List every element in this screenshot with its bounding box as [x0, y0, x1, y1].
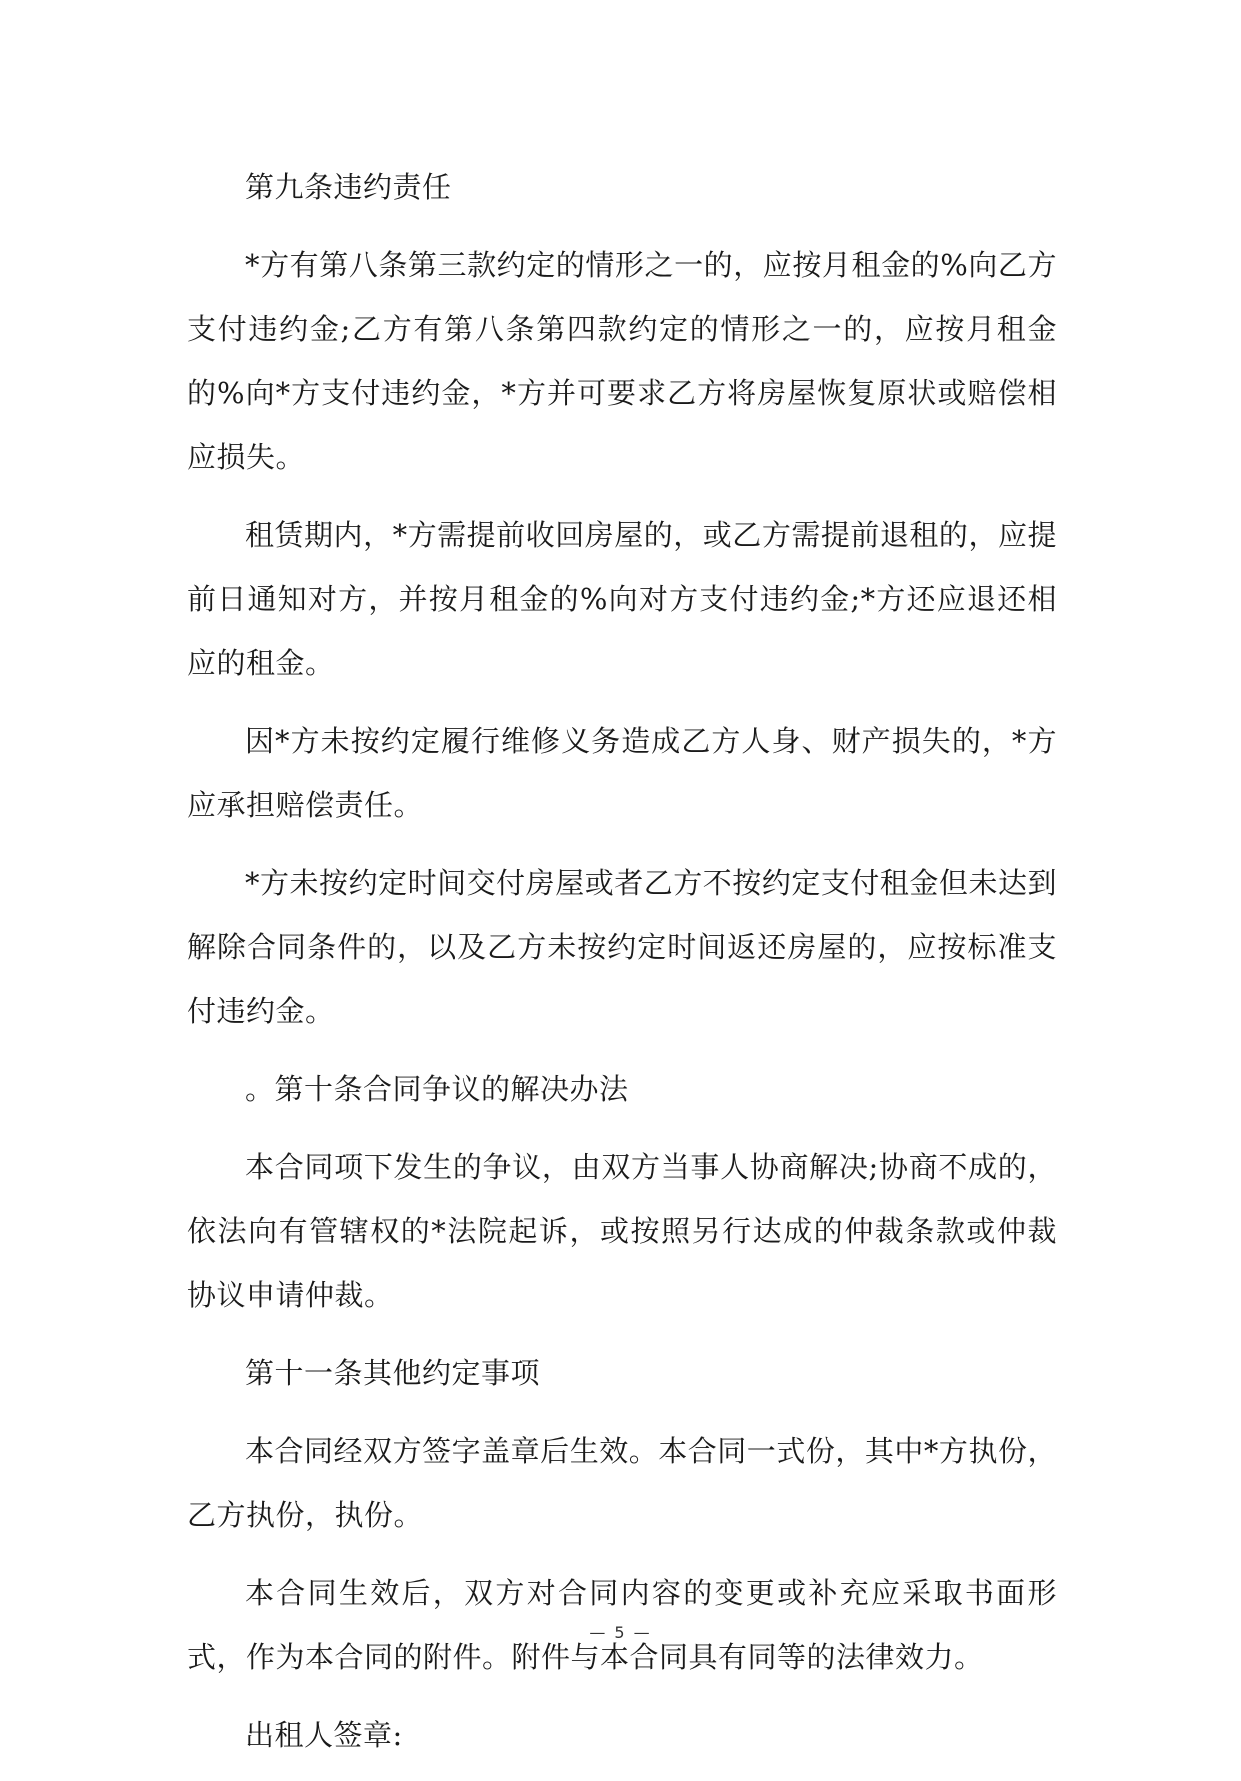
lessor-signature-label: 出租人签章:	[245, 1718, 403, 1752]
paragraph-penalty-clause: *方有第八条第三款约定的情形之一的，应按月租金的%向乙方支付违约金;乙方有第八条第四款约定的情形之一的，应按月租金的%向*方支付违约金，*方并可要求乙方将房屋恢复原状或赔偿相应损失。	[187, 248, 1057, 474]
paragraph-dispute-resolution: 本合同项下发生的争议，由双方当事人协商解决;协商不成的，依法向有管辖权的*法院起诉，或按照另行达成的仲裁条款或仲裁协议申请仲裁。	[187, 1150, 1057, 1312]
document-body	[187, 155, 1057, 1781]
paragraph-maintenance-liability: 因*方未按约定履行维修义务造成乙方人身、财产损失的，*方应承担赔偿责任。	[187, 724, 1057, 822]
paragraph-early-termination: 租赁期内，*方需提前收回房屋的，或乙方需提前退租的，应提前日通知对方，并按月租金的%向对方支付违约金;*方还应退还相应的租金。	[187, 518, 1057, 680]
page-number: — 5 —	[589, 1623, 652, 1642]
paragraph-amendments: 本合同生效后，双方对合同内容的变更或补充应采取书面形式，作为本合同的附件。附件与本合同具有同等的法律效力。	[187, 1576, 1057, 1674]
article-9-heading: 第九条违约责任	[245, 170, 452, 204]
paragraph-late-delivery: *方未按约定时间交付房屋或者乙方不按约定支付租金但未达到解除合同条件的，以及乙方未按约定时间返还房屋的，应按标准支付违约金。	[187, 866, 1057, 1028]
article-10-heading: 。第十条合同争议的解决办法	[245, 1072, 629, 1106]
article-11-heading: 第十一条其他约定事项	[245, 1356, 541, 1390]
paragraph-effectiveness: 本合同经双方签字盖章后生效。本合同一式份，其中*方执份，乙方执份，执份。	[187, 1434, 1057, 1532]
